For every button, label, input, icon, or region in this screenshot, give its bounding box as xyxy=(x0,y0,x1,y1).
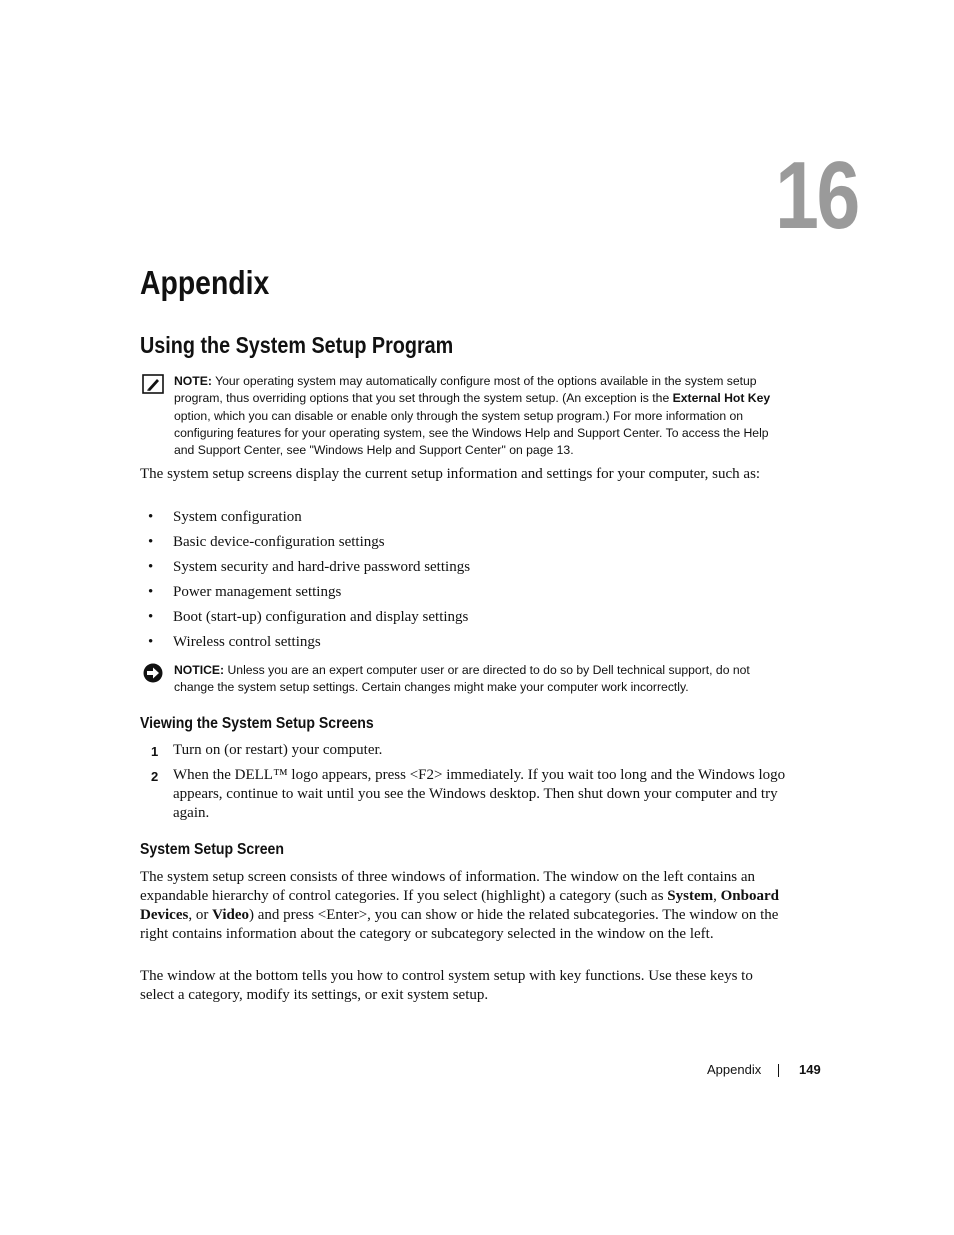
chapter-number: 16 xyxy=(775,142,858,249)
screen-paragraph-2: The window at the bottom tells you how to control system setup with key functions. Use these keys to select a category, modify its settings, or exit system setup. xyxy=(140,968,753,1003)
step-text: Turn on (or restart) your computer. xyxy=(173,742,383,758)
page-number: 149 xyxy=(799,1062,821,1077)
screen-paragraph-1 xyxy=(140,868,790,944)
step-number: 1 xyxy=(151,744,159,759)
list-item: • System configuration xyxy=(140,508,790,533)
viewing-heading: Viewing the System Setup Screens xyxy=(140,715,374,732)
intro-paragraph: The system setup screens display the current setup information and settings for your computer, such as: xyxy=(140,466,761,482)
step-item xyxy=(140,766,790,823)
pencil-note-icon xyxy=(142,374,164,394)
screen-heading: System Setup Screen xyxy=(140,841,284,858)
notice-body: Unless you are an expert computer user or are directed to do so by Dell technical support, do not change the system setup settings. Certain changes might make your computer work incorrectly. xyxy=(174,663,750,695)
note-text xyxy=(174,373,785,459)
category-onboard-devices: Onboard Devices xyxy=(140,888,779,923)
notice-callout xyxy=(140,662,785,697)
list-item: • System security and hard-drive password settings xyxy=(140,558,790,583)
step-item xyxy=(140,741,790,760)
screen-p1-text: , xyxy=(713,888,721,904)
screen-p1-text: ) and press <Enter>, you can show or hide the related subcategories. The window on the right contains information about the category or subcategory selected in the window on the left. xyxy=(140,907,779,942)
category-video: Video xyxy=(212,907,250,923)
note-emphasis: External Hot Key xyxy=(672,391,771,406)
viewing-steps xyxy=(140,741,790,829)
footer-divider xyxy=(778,1064,779,1077)
notice-text xyxy=(174,662,785,697)
list-item: • Wireless control settings xyxy=(140,633,790,658)
chapter-title: Appendix xyxy=(140,264,270,301)
list-item: • Power management settings xyxy=(140,583,790,608)
footer-section: Appendix xyxy=(707,1062,762,1077)
step-text: When the DELL™ logo appears, press <F2> immediately. If you wait too long and the Windows logo appears, continue to wait until you see the Windows desktop. Then shut down your computer and try again. xyxy=(173,767,786,821)
settings-list xyxy=(140,508,790,658)
section-title: Using the System Setup Program xyxy=(140,332,454,358)
note-label: NOTE: xyxy=(174,374,212,388)
note-callout xyxy=(140,373,785,459)
note-body-2: option, which you can disable or enable only through the system setup program.) For more information on configuring features for your operating system, see the Windows Help and Support Center. To access the Help and Support Center, see "Windows Help and Support Center" on page 13. xyxy=(174,408,769,458)
note-body-1: Your operating system may automatically configure most of the options available in the system setup program, thus overriding options that you set through the system setup. (An exception is the xyxy=(174,374,757,406)
notice-arrow-icon xyxy=(142,663,164,683)
notice-label: NOTICE: xyxy=(174,663,225,677)
step-number: 2 xyxy=(151,769,159,784)
category-system: System xyxy=(667,888,714,904)
screen-p1-text: , or xyxy=(188,907,213,923)
list-item: • Boot (start-up) configuration and display settings xyxy=(140,608,790,633)
list-item: • Basic device-configuration settings xyxy=(140,533,790,558)
screen-p1-text: The system setup screen consists of three windows of information. The window on the left contains an expandable hierarchy of control categories. If you select (highlight) a category (such as xyxy=(140,869,756,904)
